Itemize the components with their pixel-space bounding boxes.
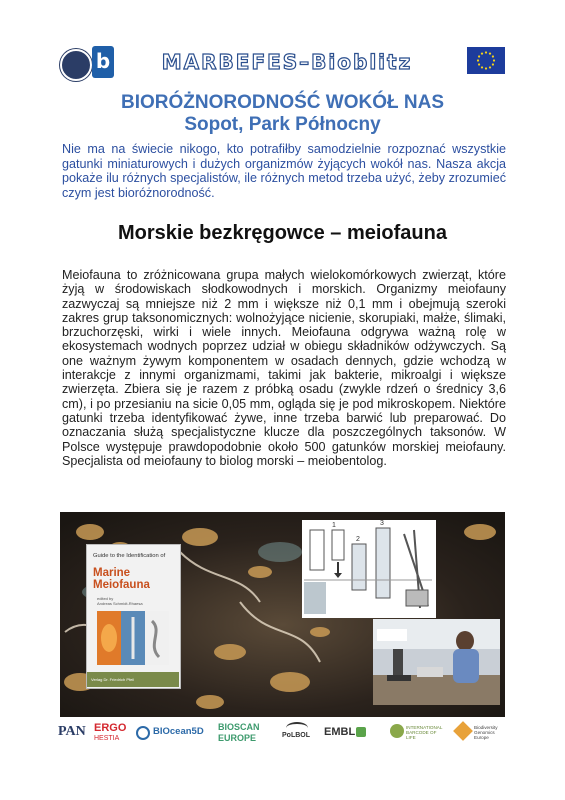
- logo-ergo-text: ERGO: [94, 722, 127, 734]
- eu-star-icon: [492, 55, 494, 57]
- logo-polbol-text: PoLBOL: [282, 732, 310, 739]
- eu-star-icon: [492, 63, 494, 65]
- book-title-line2: Meiofauna: [93, 579, 150, 591]
- logo-ibol: [390, 722, 442, 750]
- diagram-label-3: 3: [380, 520, 384, 527]
- lab-photo: [373, 619, 500, 705]
- book-cover: [86, 544, 181, 689]
- logo-europe-text: EUROPE: [218, 733, 257, 743]
- logo-embl: [324, 722, 372, 750]
- partner-logos: [58, 722, 510, 750]
- logo-biocean5d: [136, 722, 204, 750]
- logo-bioscan-text: BIOSCAN: [218, 722, 260, 732]
- eu-star-icon: [478, 55, 480, 57]
- logo-pan: [58, 722, 88, 750]
- diagram-label-2: 2: [356, 536, 360, 543]
- embl-mark-icon: [356, 727, 366, 737]
- logo-bioscan-europe: [218, 722, 268, 750]
- logo-ergo-hestia: [94, 722, 134, 750]
- logo-bge-text: Biodiversity Genomics Europe: [474, 725, 498, 741]
- book-title-line1: Marine: [93, 567, 131, 579]
- sediment-corer-diagram: [302, 520, 436, 618]
- eu-star-icon: [477, 59, 479, 61]
- ibol-globe-icon: [390, 724, 404, 738]
- logo-bge: [456, 722, 510, 750]
- logo-pan-text: PAN: [58, 724, 86, 739]
- header-logos: [60, 46, 116, 80]
- logo-embl-text: EMBL: [324, 726, 356, 738]
- event-title-line2: Sopot, Park Północny: [184, 114, 381, 135]
- logo-ibol-text: INTERNATIONAL BARCODE OF LIFE: [406, 725, 443, 740]
- diagram-label-1: 1: [332, 522, 336, 529]
- eu-star-icon: [478, 63, 480, 65]
- section-title: Morskie bezkręgowce – meiofauna: [117, 222, 447, 244]
- book-editor: [97, 596, 173, 606]
- event-title: [40, 92, 525, 136]
- body-paragraph: Meiofauna to zróżnicowana grupa małych wielokomórkowych zwierząt, które żyją w środowiskach słodkowodnych i morskich. Organizmy meiofauny zazwyczaj są mniejsze niż 2 mm i większe niż 0,1 mm i obejmują szeroki zakres grup taksonomicznych: wolnożyjące nicienie, skorupiaki, małże, ślimaki, brzuchorzęski, wirki i wiele innych. Meiofauna odgrywa ważną rolę w ekosystemach wodnych poprzez udział w obiegu składników odżywczych. Są one ważnym żywym komponentem w osadach dennych, gdzie wchodzą w interakcje z innymi organizmami, takimi jak bakterie, mikroalgi i większe zwierzęta. Zbiera się je razem z próbką osadu (zwykle rdzeń o średnicy 3,6 cm), i po przesianiu na sicie 0,05 mm, ogląda się je pod mikroskopem. Niektóre gatunki trzeba identyfikować żywe, inne trzeba barwić lub preparować. Do oznaczania służą specjalistyczne klucze dla poszczególnych taksonów. W Polsce występuje prawdopodobnie około 500 gatunków morskiej meiofauny. Specjalista od meiofauny to biolog morski – meiobentolog.: [62, 268, 506, 468]
- eu-star-icon: [489, 66, 491, 68]
- biocean-circle-icon: [136, 726, 150, 740]
- intro-paragraph: Nie ma na świecie nikogo, kto potrafiłby samodzielnie rozpoznać wszystkie gatunki miniaturowych i dużych organizmów żyjących wokół nas. Nasza akcja pokaże ilu różnych specjalistów, ile różnych metod trzeba użyć, żeby zrozumieć czym jest bioróżnorodność.: [62, 142, 506, 200]
- b-logo-icon: b: [92, 46, 114, 78]
- eu-star-icon: [481, 66, 483, 68]
- eu-star-icon: [489, 52, 491, 54]
- logo-polbol: [282, 722, 318, 750]
- book-guide-line: Guide to the Identification of: [93, 553, 166, 559]
- logo-biocean5d-text: BIOcean5D: [153, 726, 204, 737]
- eu-star-icon: [485, 67, 487, 69]
- header-title: MARBEFES–Bioblitz: [161, 50, 413, 74]
- eu-star-icon: [493, 59, 495, 61]
- event-title-line1: BIORÓŻNORODNOŚĆ WOKÓŁ NAS: [121, 92, 444, 113]
- book-editor-line1: edited by: [97, 596, 114, 601]
- eu-flag-icon: [467, 47, 505, 74]
- book-cover-images: [97, 611, 169, 665]
- book-editor-line2: Andreas Schmidt-Rhaesa: [97, 601, 143, 606]
- book-publisher: Verlag Dr. Friedrich Pfeil: [87, 672, 179, 687]
- logo-hestia-text: HESTIA: [94, 735, 120, 742]
- bge-mark-icon: [453, 721, 473, 741]
- eu-star-icon: [481, 52, 483, 54]
- marbefes-emblem-icon: [60, 49, 92, 81]
- eu-star-icon: [485, 51, 487, 53]
- book-title: [93, 567, 175, 591]
